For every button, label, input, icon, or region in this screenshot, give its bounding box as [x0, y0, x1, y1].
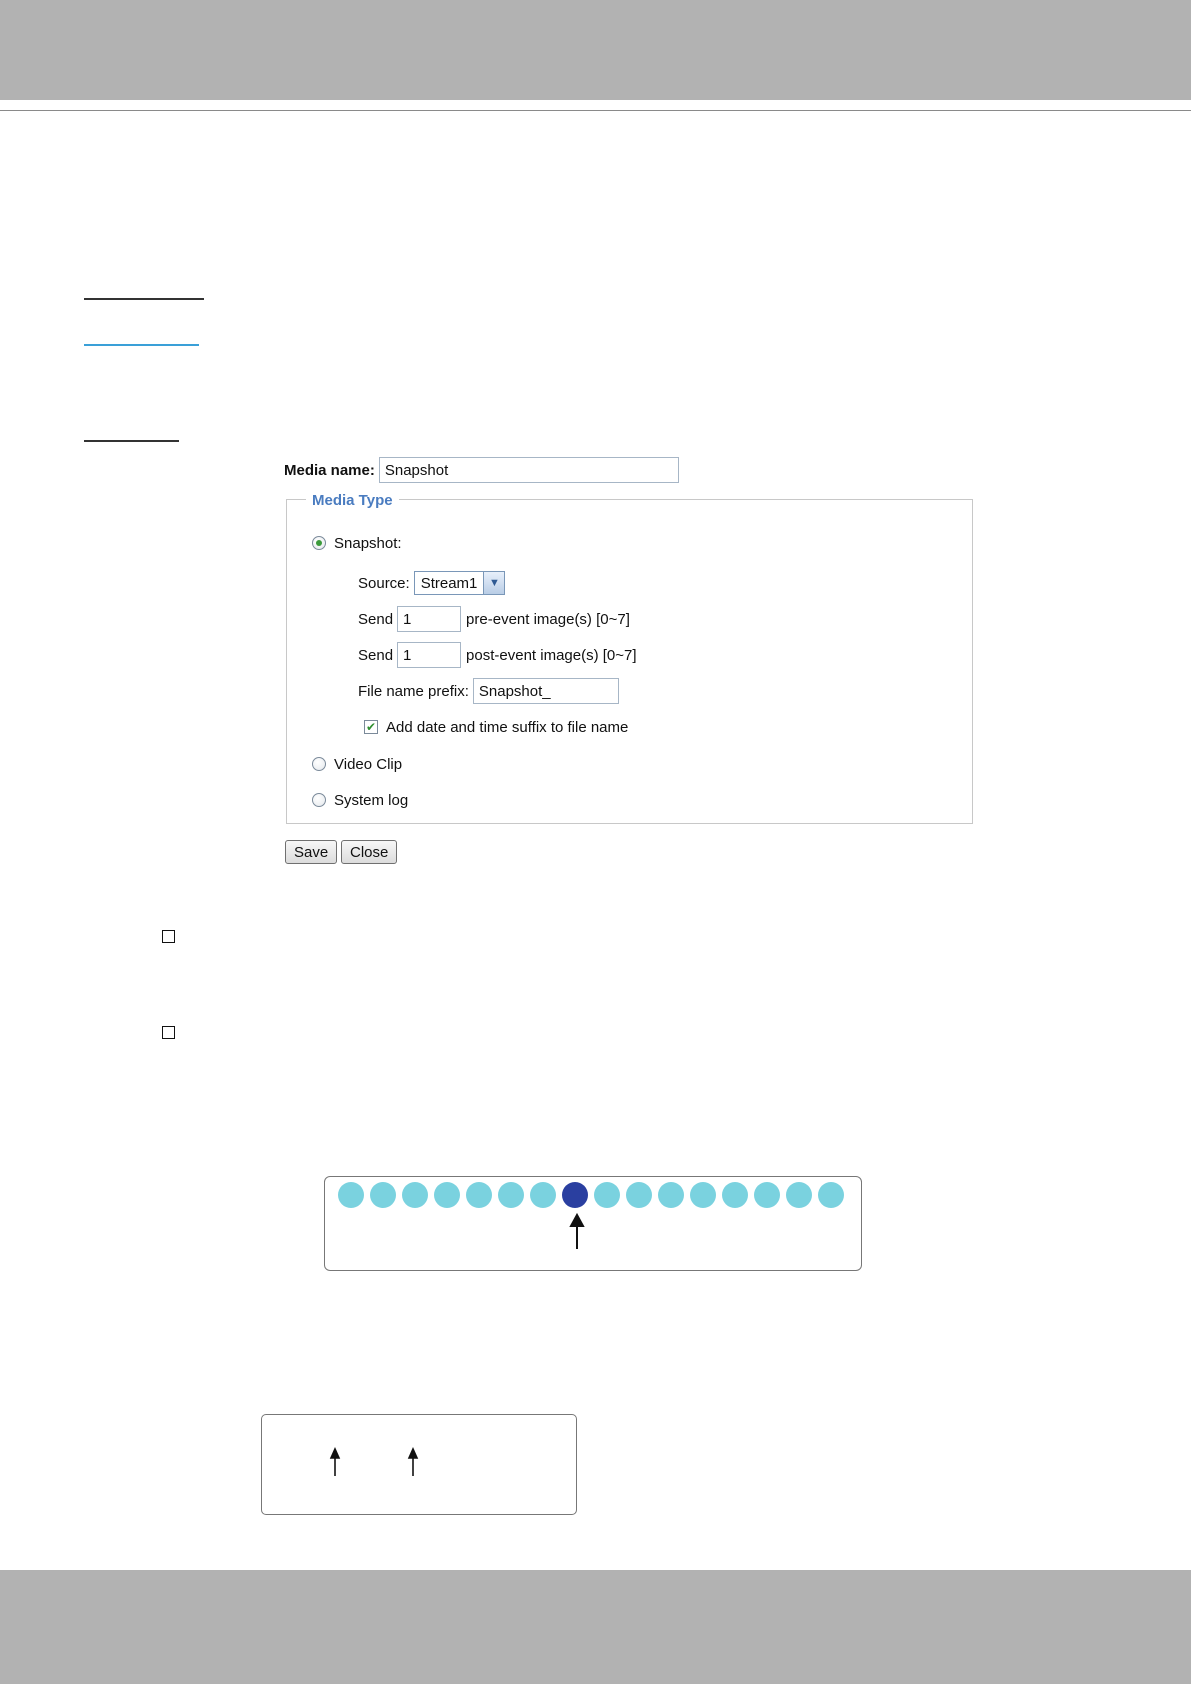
post-event-label: post-event image(s) [0~7]: [466, 646, 637, 664]
save-button[interactable]: Save: [285, 840, 337, 864]
video-clip-label: Video Clip: [334, 755, 403, 773]
source-label: Source:: [358, 574, 410, 592]
page-footer-band: [0, 1570, 1191, 1684]
send-label-pre: Send: [358, 610, 394, 628]
source-select-value: Stream1: [420, 574, 478, 592]
system-log-label: System log: [334, 791, 409, 809]
suffix-checkbox-label: Add date and time suffix to file name: [386, 718, 629, 736]
media-name-label: Media name:: [284, 461, 375, 479]
prefix-label: File name prefix:: [358, 682, 469, 700]
check-icon[interactable]: ✔: [365, 720, 377, 734]
close-button[interactable]: Close: [341, 840, 397, 864]
snapshot-label: Snapshot:: [334, 534, 402, 552]
pre-event-label: pre-event image(s) [0~7]: [466, 610, 630, 628]
send-label-post: Send: [358, 646, 394, 664]
media-type-legend: Media Type: [306, 490, 399, 512]
up-arrow-icon: [571, 1215, 583, 1249]
chevron-down-icon[interactable]: ▼: [483, 572, 504, 594]
filename-diagram: [261, 1414, 577, 1515]
